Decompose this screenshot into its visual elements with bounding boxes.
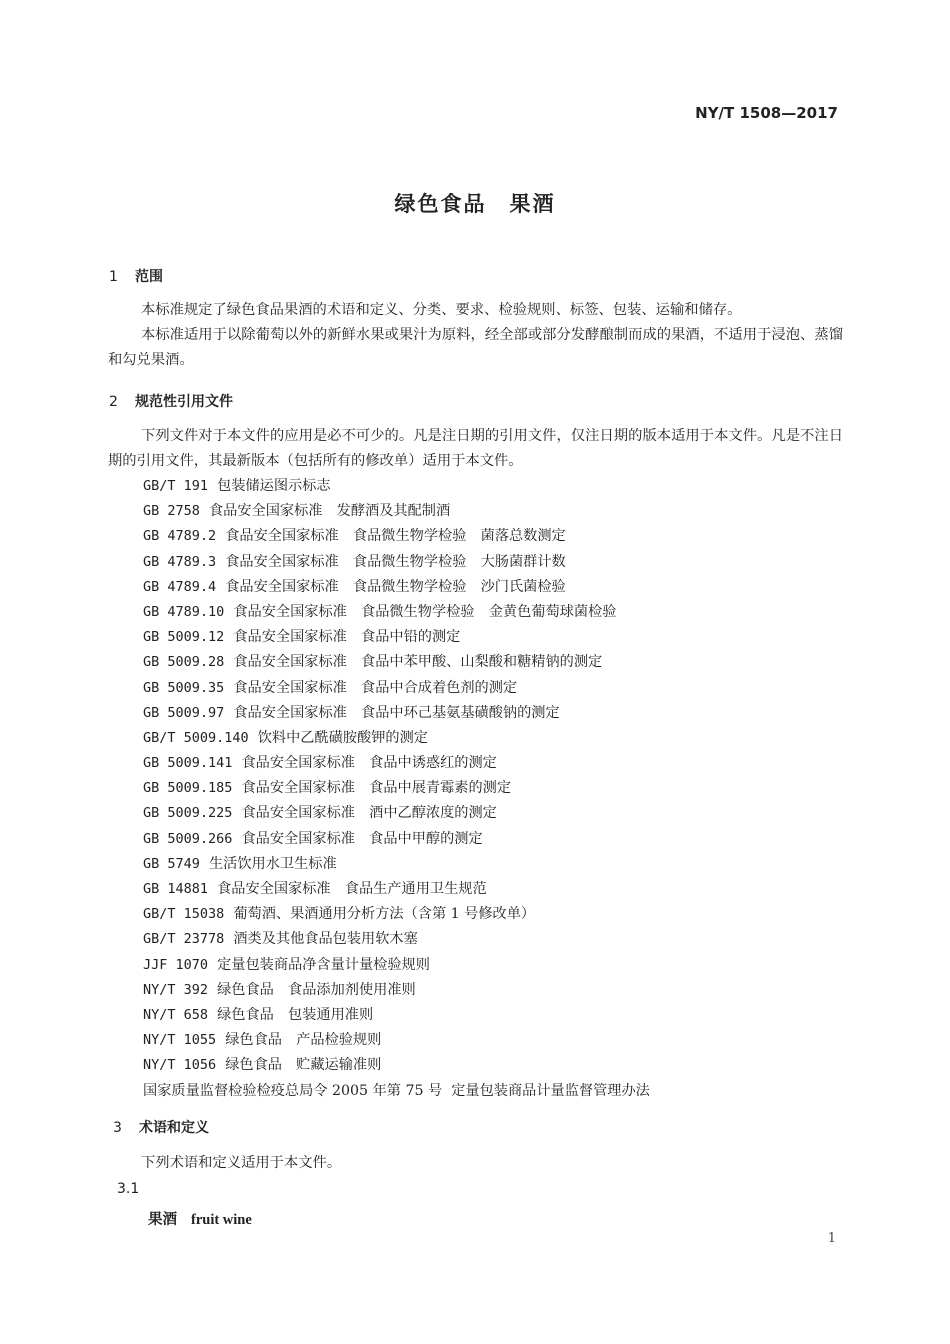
reference-code: 国家质量监督检验检疫总局令 2005 年第 75 号 — [143, 1082, 443, 1099]
reference-title: 食品安全国家标准 食品中诱惑红的测定 — [241, 755, 497, 772]
reference-item — [143, 701, 650, 726]
reference-item — [143, 474, 650, 499]
reference-title: 绿色食品 贮藏运输准则 — [225, 1057, 382, 1074]
reference-item — [143, 751, 650, 776]
section-2-heading — [109, 391, 233, 411]
term-chinese: 果酒 — [148, 1211, 177, 1228]
reference-item — [143, 650, 650, 675]
reference-item — [143, 902, 650, 927]
reference-code: GB/T 191 — [143, 478, 209, 494]
section-title: 范围 — [135, 269, 163, 285]
section-title: 规范性引用文件 — [135, 394, 233, 410]
reference-code: GB/T 15038 — [143, 906, 225, 923]
paragraph: 下列术语和定义适用于本文件。 — [141, 1155, 342, 1171]
standard-code: NY/T 1508—2017 — [695, 104, 838, 122]
reference-item — [143, 776, 650, 801]
reference-code: NY/T 392 — [143, 981, 209, 998]
reference-item — [143, 524, 650, 549]
reference-title: 食品安全国家标准 食品微生物学检验 金黄色葡萄球菌检验 — [233, 603, 617, 620]
paragraph: 本标准规定了绿色食品果酒的术语和定义、分类、要求、检验规则、标签、包装、运输和储存。 — [141, 302, 742, 318]
reference-title: 绿色食品 产品检验规则 — [225, 1032, 382, 1049]
reference-code: GB 5009.141 — [143, 755, 233, 772]
paragraph: 本标准适用于以除葡萄以外的新鲜水果或果汁为原料，经全部或部分发酵酿制而成的果酒，不适用于浸泡、蒸馏和勾兑果酒。 — [108, 327, 843, 368]
term-english: fruit wine — [191, 1212, 252, 1228]
section-title: 术语和定义 — [139, 1120, 209, 1136]
reference-item — [143, 499, 650, 524]
reference-title: 定量包装商品计量监督管理办法 — [451, 1082, 650, 1099]
reference-code: NY/T 658 — [143, 1006, 209, 1023]
reference-item — [143, 676, 650, 701]
term-entry — [148, 1208, 252, 1229]
reference-title: 食品安全国家标准 食品中甲醇的测定 — [241, 830, 483, 847]
reference-item — [143, 600, 650, 625]
reference-title: 食品安全国家标准 食品中展青霉素的测定 — [241, 780, 512, 797]
section-number: 3 — [113, 1120, 122, 1136]
section-1-heading — [109, 266, 163, 286]
reference-code: GB 5009.35 — [143, 679, 225, 696]
reference-code: GB 5009.185 — [143, 780, 233, 797]
reference-code: NY/T 1055 — [143, 1032, 217, 1049]
reference-title: 食品安全国家标准 食品微生物学检验 大肠菌群计数 — [225, 553, 566, 570]
reference-code: GB 5009.97 — [143, 704, 225, 721]
reference-title: 食品安全国家标准 食品生产通用卫生规范 — [217, 881, 487, 897]
page-number: 1 — [827, 1231, 836, 1246]
reference-title: 酒类及其他食品包装用软木塞 — [233, 931, 418, 948]
reference-title: 葡萄酒、果酒通用分析方法（含第 1 号修改单） — [233, 906, 536, 923]
reference-item — [143, 801, 650, 826]
reference-list — [143, 474, 650, 1104]
reference-code: NY/T 1056 — [143, 1057, 217, 1074]
reference-title: 定量包装商品净含量计量检验规则 — [217, 956, 430, 973]
reference-item — [143, 726, 650, 751]
reference-item — [143, 852, 650, 877]
reference-title: 食品安全国家标准 酒中乙醇浓度的测定 — [241, 805, 497, 822]
reference-item — [143, 1003, 650, 1028]
reference-title: 生活饮用水卫生标准 — [208, 855, 337, 872]
reference-code: GB 5009.12 — [143, 629, 225, 646]
reference-item — [143, 927, 650, 952]
reference-code: GB 5009.28 — [143, 654, 225, 671]
reference-item — [143, 978, 650, 1003]
reference-code: GB 5009.266 — [143, 830, 233, 847]
reference-title: 饮料中乙酰磺胺酸钾的测定 — [257, 729, 428, 746]
reference-code: GB 4789.3 — [143, 553, 217, 570]
reference-code: GB 4789.2 — [143, 528, 217, 545]
section-number: 2 — [109, 394, 118, 410]
reference-code: GB 5749 — [143, 855, 200, 872]
reference-title: 食品安全国家标准 食品中合成着色剂的测定 — [233, 679, 518, 696]
reference-item — [143, 953, 650, 978]
reference-code: GB 14881 — [143, 881, 209, 897]
reference-item — [143, 1079, 650, 1104]
subsection-number: 3.1 — [117, 1181, 140, 1197]
reference-item — [143, 827, 650, 852]
reference-code: GB 4789.10 — [143, 603, 225, 620]
reference-title: 绿色食品 包装通用准则 — [217, 1006, 374, 1023]
reference-code: GB 5009.225 — [143, 805, 233, 822]
reference-title: 食品安全国家标准 食品微生物学检验 沙门氏菌检验 — [225, 578, 566, 595]
reference-item — [143, 625, 650, 650]
reference-item — [143, 1028, 650, 1053]
paragraph: 下列文件对于本文件的应用是必不可少的。凡是注日期的引用文件，仅注日期的版本适用于本文件。凡是不注日期的引用文件，其最新版本（包括所有的修改单）适用于本文件。 — [108, 428, 843, 469]
reference-title: 食品安全国家标准 食品中铅的测定 — [233, 629, 461, 646]
reference-title: 包装储运图示标志 — [217, 478, 331, 494]
reference-item — [143, 550, 650, 575]
document-title: 绿色食品 果酒 — [394, 192, 556, 216]
section-3-heading — [113, 1117, 209, 1137]
reference-title: 食品安全国家标准 食品微生物学检验 菌落总数测定 — [225, 528, 566, 545]
section-number: 1 — [109, 269, 118, 285]
reference-code: GB/T 5009.140 — [143, 729, 249, 746]
reference-title: 食品安全国家标准 食品中环己基氨基磺酸钠的测定 — [233, 704, 560, 721]
reference-title: 食品安全国家标准 食品中苯甲酸、山梨酸和糖精钠的测定 — [233, 654, 603, 671]
reference-title: 绿色食品 食品添加剂使用准则 — [217, 981, 416, 998]
reference-code: JJF 1070 — [143, 956, 209, 973]
reference-code: GB 4789.4 — [143, 578, 217, 595]
reference-item — [143, 575, 650, 600]
reference-code: GB/T 23778 — [143, 931, 225, 948]
reference-item — [143, 877, 650, 902]
reference-code: GB 2758 — [143, 503, 200, 520]
reference-item — [143, 1053, 650, 1078]
reference-title: 食品安全国家标准 发酵酒及其配制酒 — [208, 503, 451, 520]
